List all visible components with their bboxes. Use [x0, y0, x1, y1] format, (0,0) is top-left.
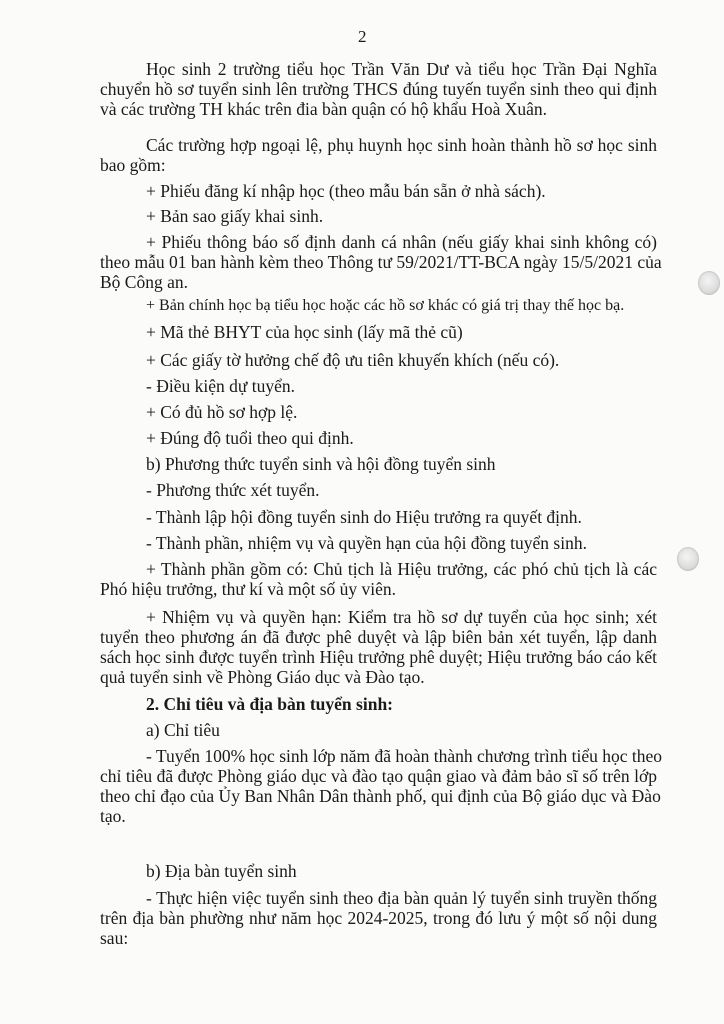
paragraph-line: - Tuyển 100% học sinh lớp năm đã hoàn thành chương trình tiểu học theo	[146, 746, 662, 766]
punch-hole-bottom	[677, 547, 699, 571]
paragraph-line: bao gồm:	[100, 155, 166, 175]
paragraph-line: và các trường TH khác trên đia bàn quận có hộ khẩu Hoà Xuân.	[100, 99, 548, 119]
paragraph-line: chuyển hồ sơ tuyển sinh lên trường THCS đúng tuyến tuyển sinh theo qui định	[100, 79, 657, 99]
list-item-continued: sách học sinh được tuyển trình Hiệu trưởng phê duyệt; Hiệu trưởng báo cáo kết	[100, 647, 657, 667]
list-item-continued: Bộ Công an.	[100, 272, 188, 292]
list-item: + Thành phần gồm có: Chủ tịch là Hiệu trưởng, các phó chủ tịch là các	[146, 559, 657, 579]
list-item: + Bản chính học bạ tiểu học hoặc các hồ sơ khác có giá trị thay thế học bạ.	[146, 297, 625, 314]
paragraph-line: trên địa bàn phường như năm học 2024-2025, trong đó lưu ý một số nội dung	[100, 908, 657, 928]
paragraph-line: sau:	[100, 928, 129, 948]
list-item: - Thành phần, nhiệm vụ và quyền hạn của hội đồng tuyển sinh.	[146, 533, 587, 553]
list-item: - Phương thức xét tuyển.	[146, 480, 320, 500]
list-item-continued: quả tuyển sinh về Phòng Giáo dục và Đào tạo.	[100, 667, 425, 687]
section-heading: 2. Chỉ tiêu và địa bàn tuyển sinh:	[146, 694, 394, 714]
list-item: + Phiếu đăng kí nhập học (theo mẫu bán sẵn ở nhà sách).	[146, 181, 546, 201]
list-item: + Nhiệm vụ và quyền hạn: Kiểm tra hồ sơ dự tuyển của học sinh; xét	[146, 607, 657, 627]
list-item: + Có đủ hồ sơ hợp lệ.	[146, 402, 298, 422]
paragraph-line: - Thực hiện việc tuyển sinh theo địa bàn quản lý tuyển sinh truyền thống	[146, 888, 657, 908]
subheading: b) Địa bàn tuyển sinh	[146, 861, 297, 881]
punch-hole-top	[698, 271, 720, 295]
list-item-continued: theo mẫu 01 ban hành kèm theo Thông tư 59/2021/TT-BCA ngày 15/5/2021 của	[100, 252, 662, 272]
list-item: + Bản sao giấy khai sinh.	[146, 206, 324, 226]
list-item: + Đúng độ tuổi theo qui định.	[146, 428, 354, 448]
paragraph-line: tạo.	[100, 806, 126, 826]
list-item: - Điều kiện dự tuyển.	[146, 376, 295, 396]
list-item: - Thành lập hội đồng tuyển sinh do Hiệu trưởng ra quyết định.	[146, 507, 582, 527]
subheading: a) Chỉ tiêu	[146, 720, 220, 740]
list-item: + Phiếu thông báo số định danh cá nhân (nếu giấy khai sinh không có)	[146, 232, 657, 252]
paragraph-line: Học sinh 2 trường tiểu học Trần Văn Dư và tiểu học Trần Đại Nghĩa	[146, 59, 657, 79]
list-item: + Các giấy tờ hưởng chế độ ưu tiên khuyến khích (nếu có).	[146, 350, 560, 370]
paragraph-line: Các trường hợp ngoại lệ, phụ huynh học sinh hoàn thành hồ sơ học sinh	[146, 135, 657, 155]
list-item-continued: Phó hiệu trưởng, thư kí và một số ủy viên.	[100, 579, 397, 599]
page-number: 2	[358, 27, 367, 46]
list-item-continued: tuyển theo phương án đã được phê duyệt và lập biên bản xét tuyển, lập danh	[100, 627, 657, 647]
list-item: + Mã thẻ BHYT của học sinh (lấy mã thẻ cũ)	[146, 322, 463, 342]
paragraph-line: chỉ tiêu đã được Phòng giáo dục và đào tạo quận giao và đảm bảo sĩ số trên lớp	[100, 766, 657, 786]
subheading: b) Phương thức tuyển sinh và hội đồng tuyển sinh	[146, 454, 496, 474]
paragraph-line: theo chỉ đạo của Ủy Ban Nhân Dân thành phố, qui định của Bộ giáo dục và Đào	[100, 786, 661, 806]
